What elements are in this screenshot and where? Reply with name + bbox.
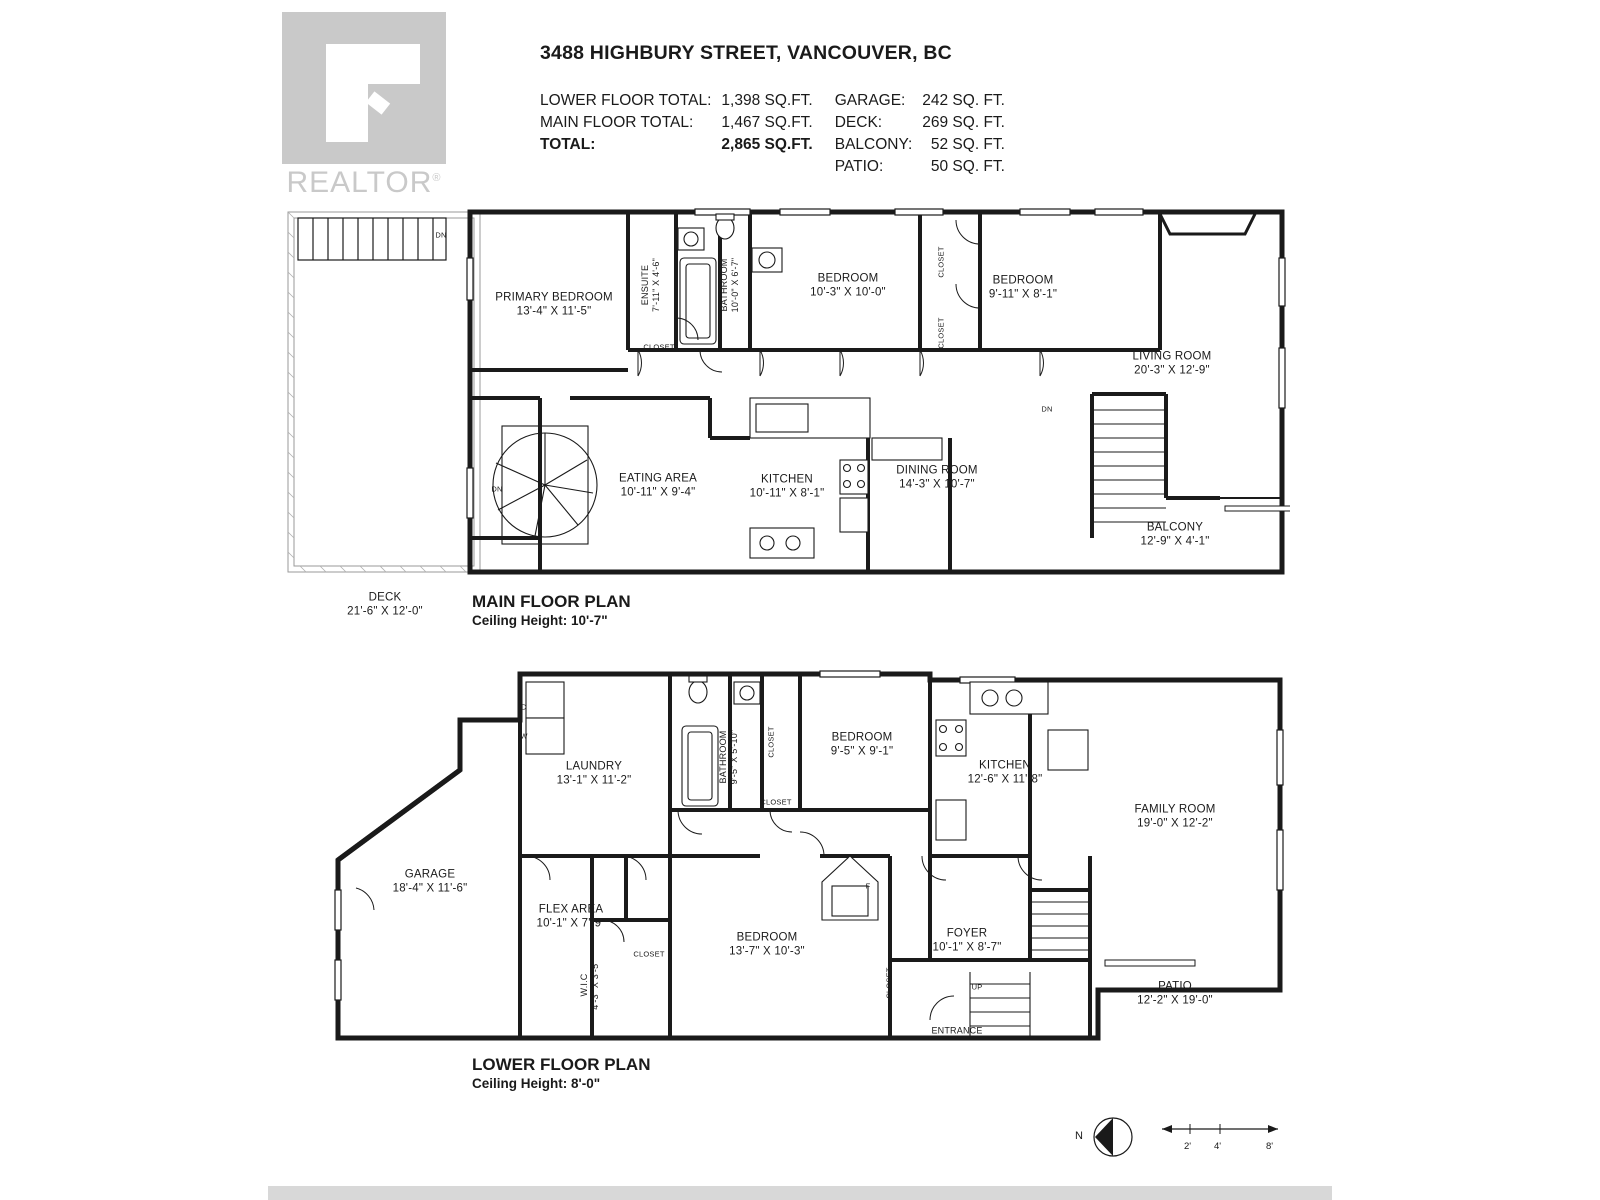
room-label-balcony: BALCONY 12'-9" X 4'-1" — [1140, 521, 1210, 547]
room-label-eating-area: EATING AREA 10'-11" X 9'-4" — [618, 472, 698, 498]
stair-label-up-lower: UP — [971, 982, 983, 992]
stair-label-dn-main-3: DN — [1041, 404, 1053, 414]
room-label-kitchen: KITCHEN 10'-11" X 8'-1" — [749, 473, 825, 499]
room-label-bedroom-lower-2: BEDROOM 13'-7" X 10'-3" — [729, 931, 805, 957]
closet-label-main-2: CLOSET — [936, 246, 946, 278]
area-label: BALCONY: — [834, 136, 913, 153]
room-label-wic: W.I.C 4'-3" X 3'-5" — [579, 960, 600, 1010]
stair-label-dn-main-2: DN — [491, 484, 503, 494]
room-label-living-room: LIVING ROOM 20'-3" X 12'-9" — [1132, 350, 1212, 376]
area-row-total — [540, 134, 1005, 156]
area-label: GARAGE: — [834, 92, 906, 109]
footer-bar — [268, 1186, 1332, 1200]
closet-label-main-1: CLOSET — [643, 342, 675, 352]
room-label-laundry: LAUNDRY 13'-1" X 11'-2" — [556, 760, 632, 786]
entrance-label: ENTRANCE — [931, 1025, 983, 1036]
closet-label-lower-3: CLOSET — [633, 949, 665, 959]
lower-floor-drawing — [330, 660, 1290, 1050]
closet-label-lower-2: CLOSET — [760, 797, 792, 807]
scale-tick-8ft: 8' — [1266, 1141, 1274, 1152]
room-label-bathroom-lower: BATHROOM 9'-5" X 5'-10" — [718, 729, 739, 785]
area-value: 50 SQ. FT. — [930, 158, 1005, 175]
room-label-family-room: FAMILY ROOM 19'-0" X 12'-2" — [1134, 803, 1216, 829]
realtor-r-icon — [282, 12, 446, 164]
room-label-ensuite: ENSUITE 7'-11" X 4'-6" — [640, 258, 661, 312]
scale-bar — [1160, 1120, 1280, 1154]
area-value: 269 SQ. FT. — [922, 114, 1005, 131]
area-summary — [540, 90, 1005, 178]
closet-label-lower-4: CLOSET — [884, 967, 894, 999]
room-label-bedroom-1: BEDROOM 10'-3" X 10'-0" — [810, 272, 886, 298]
compass-north-label: N — [1075, 1130, 1083, 1142]
room-label-patio: PATIO 12'-2" X 19'-0" — [1137, 980, 1213, 1006]
room-label-bathroom: BATHROOM 10'-0" X 6'-7" — [719, 257, 740, 313]
room-label-garage: GARAGE 18'-4" X 11'-6" — [392, 868, 468, 894]
appliance-label-dryer: D — [521, 702, 527, 712]
area-label: LOWER FLOOR TOTAL: — [540, 92, 712, 109]
scale-tick-2ft: 2' — [1184, 1141, 1192, 1152]
area-row — [540, 156, 1005, 178]
room-label-bedroom-2: BEDROOM 9'-11" X 8'-1" — [988, 274, 1058, 300]
area-value: 1,398 SQ.FT. — [721, 92, 813, 109]
room-label-bedroom-lower-1: BEDROOM 9'-5" X 9'-1" — [830, 731, 894, 757]
appliance-label-furnace: F — [865, 881, 871, 891]
closet-label-main-3: CLOSET — [936, 317, 946, 349]
main-floor-caption: MAIN FLOOR PLAN Ceiling Height: 10'-7" — [472, 592, 631, 628]
room-label-primary-bedroom: PRIMARY BEDROOM 13'-4" X 11'-5" — [495, 291, 613, 317]
room-label-foyer: FOYER 10'-1" X 8'-7" — [932, 927, 1002, 953]
scale-tick-4ft: 4' — [1214, 1141, 1222, 1152]
closet-label-lower-1: CLOSET — [766, 726, 776, 758]
area-value: 242 SQ. FT. — [922, 92, 1005, 109]
room-label-kitchen-lower: KITCHEN 12'-6" X 11'-8" — [967, 759, 1043, 785]
compass-rose — [1075, 1112, 1145, 1162]
realtor-wordmark: REALTOR® — [286, 166, 442, 199]
room-label-flex-area: FLEX AREA 10'-1" X 7'-9" — [536, 903, 606, 929]
area-row — [540, 112, 1005, 134]
room-label-deck: DECK 21'-6" X 12'-0" — [347, 591, 423, 617]
area-row — [540, 90, 1005, 112]
area-value: 2,865 SQ.FT. — [721, 136, 813, 153]
area-value: 1,467 SQ.FT. — [721, 114, 813, 131]
page-title: 3488 HIGHBURY STREET, VANCOUVER, BC — [540, 42, 952, 64]
appliance-label-washer: W — [520, 731, 528, 741]
main-floor-drawing — [280, 198, 1290, 588]
area-label: TOTAL: — [540, 136, 596, 153]
stair-label-dn-main-1: DN — [435, 230, 447, 240]
lower-floor-caption: LOWER FLOOR PLAN Ceiling Height: 8'-0" — [472, 1055, 651, 1091]
area-label: DECK: — [834, 114, 883, 131]
area-value: 52 SQ. FT. — [930, 136, 1005, 153]
area-label: PATIO: — [834, 158, 884, 175]
realtor-logo — [268, 8, 460, 204]
room-label-dining-room: DINING ROOM 14'-3" X 10'-7" — [896, 464, 978, 490]
area-label: MAIN FLOOR TOTAL: — [540, 114, 694, 131]
